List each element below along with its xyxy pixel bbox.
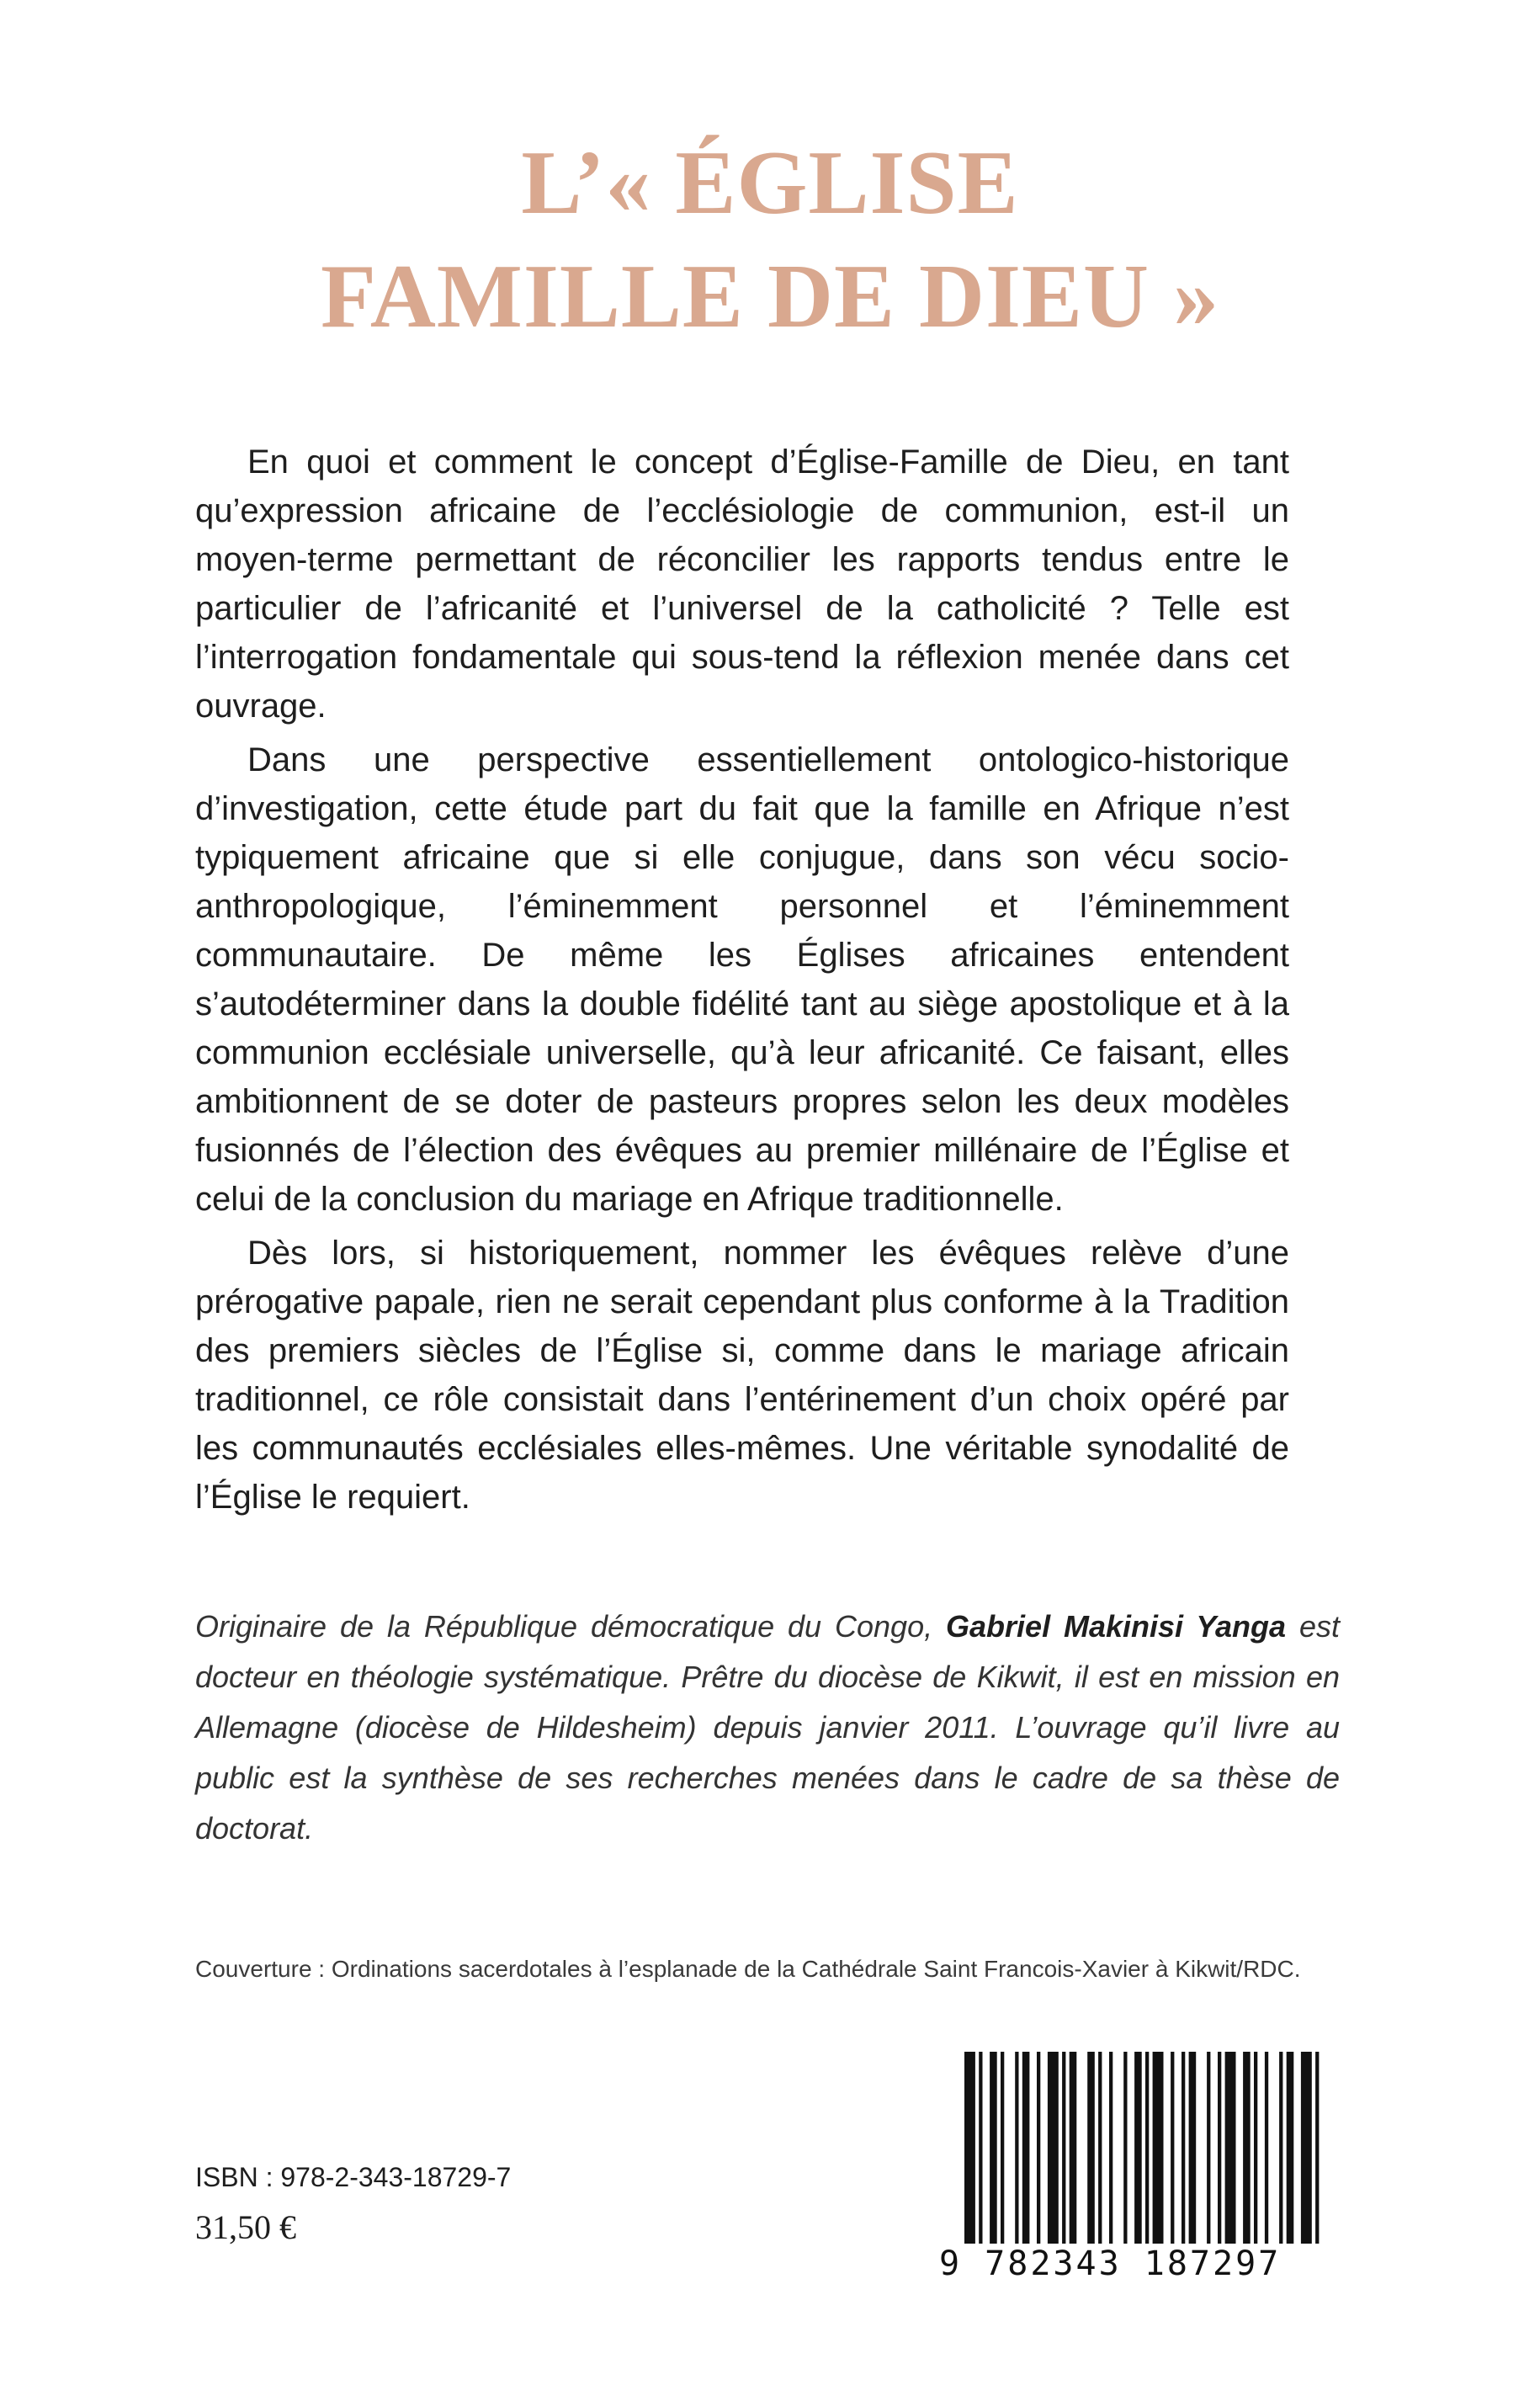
barcode-bar: [1070, 2052, 1077, 2245]
barcode-bar: [1015, 2052, 1018, 2245]
barcode-bar: [1022, 2052, 1030, 2245]
barcode-bar: [1098, 2052, 1102, 2245]
barcode-bar: [1287, 2052, 1294, 2245]
barcode-bar: [1037, 2052, 1040, 2245]
isbn: ISBN : 978-2-343-18729-7: [195, 2162, 512, 2192]
barcode-bar: [1301, 2052, 1312, 2245]
barcode-bar: [1001, 2052, 1004, 2245]
summary-paragraph-3: Dès lors, si historiquement, nommer les évêques relève d’une prérogative papale, rien ne serait cependant plus conforme à la Tradition des premiers siècles de l’Église si, comme dans le mariage africain traditionnel, ce rôle consistait dans l’entérinement d’un choix opéré par les communautés ecclésiales elles-mêmes. Une véritable synodalité de l’Église le requiert.: [195, 1235, 1289, 1516]
barcode-bar: [1145, 2052, 1149, 2245]
barcode-bar: [1062, 2052, 1065, 2245]
barcode-bar: [1123, 2052, 1127, 2245]
summary-paragraph-2: Dans une perspective essentiellement ontologico-historique d’investigation, cette étude part du fait que la famille en Afrique n’est typiquement africaine que si elle conjugue, dans son vécu socio-anthropologique, l’éminemment personnel et l’éminemment communautaire. De même les Églises africaines entendent s’autodéterminer dans la double fidélité tant au siège apostolique et à la communion ecclésiale universelle, qu’à leur africanité. Ce faisant, elles ambitionnent de se doter de pasteurs propres selon les deux modèles fusionnés de l’élection des évêques au premier millénaire de l’Église et celui de la conclusion du mariage en Afrique traditionnelle.: [195, 741, 1289, 1218]
barcode-bar: [979, 2052, 982, 2245]
cover-credit: Couverture : Ordinations sacerdotales à l’esplanade de la Cathédrale Saint Francois-Xavier à Kikwit/RDC.: [195, 1956, 1301, 1982]
barcode-bar: [1243, 2052, 1251, 2245]
price: 31,50 €: [195, 2208, 296, 2246]
author-bio-suffix: est docteur en théologie systématique. Prêtre du diocèse de Kikwit, il est en mission en Allemagne (diocèse de Hildesheim) depuis janvier 2011. L’ouvrage qu’il livre au public est la synthèse de ses recherches menées dans le cadre de sa thèse de doctorat.: [195, 1609, 1340, 1846]
barcode-bar: [1109, 2052, 1113, 2245]
barcode-bar: [1279, 2052, 1282, 2245]
author-name: Gabriel Makinisi Yanga: [946, 1609, 1287, 1644]
barcode-bar: [964, 2052, 975, 2245]
barcode-bar: [1315, 2052, 1319, 2245]
barcode-bar: [1218, 2052, 1221, 2245]
barcode-bar: [1207, 2052, 1210, 2245]
barcode-bar: [1087, 2052, 1095, 2245]
barcode-bar: [990, 2052, 997, 2245]
author-bio: [195, 1602, 1340, 1854]
summary-text: [195, 438, 1289, 1527]
barcode-bars: [939, 2052, 1335, 2245]
barcode-bar: [1189, 2052, 1197, 2245]
barcode-bar: [1134, 2052, 1142, 2245]
barcode-bar: [1265, 2052, 1268, 2245]
summary-paragraph-1: En quoi et comment le concept d’Église-Famille de Dieu, en tant qu’expression africaine de l’ecclésiologie de communion, est-il un moyen-terme permettant de réconcilier les rapports tendus entre le particulier de l’africanité et l’universel de la catholicité ? Telle est l’interrogation fondamentale qui sous-tend la réflexion menée dans cet ouvrage.: [195, 444, 1289, 725]
title-line-1: L’« ÉGLISE: [521, 133, 1019, 233]
book-title: [0, 126, 1540, 353]
barcode-bar: [1225, 2052, 1236, 2245]
barcode-digits: 9 782343 187297: [939, 2244, 1335, 2284]
barcode-bar: [1153, 2052, 1164, 2245]
barcode-bar: [1254, 2052, 1257, 2245]
author-bio-prefix: Originaire de la République démocratique du Congo,: [195, 1609, 947, 1644]
barcode-bar: [1182, 2052, 1185, 2245]
title-line-2: FAMILLE DE DIEU »: [320, 247, 1220, 347]
barcode-bar: [1171, 2052, 1174, 2245]
barcode-bar: [1048, 2052, 1059, 2245]
